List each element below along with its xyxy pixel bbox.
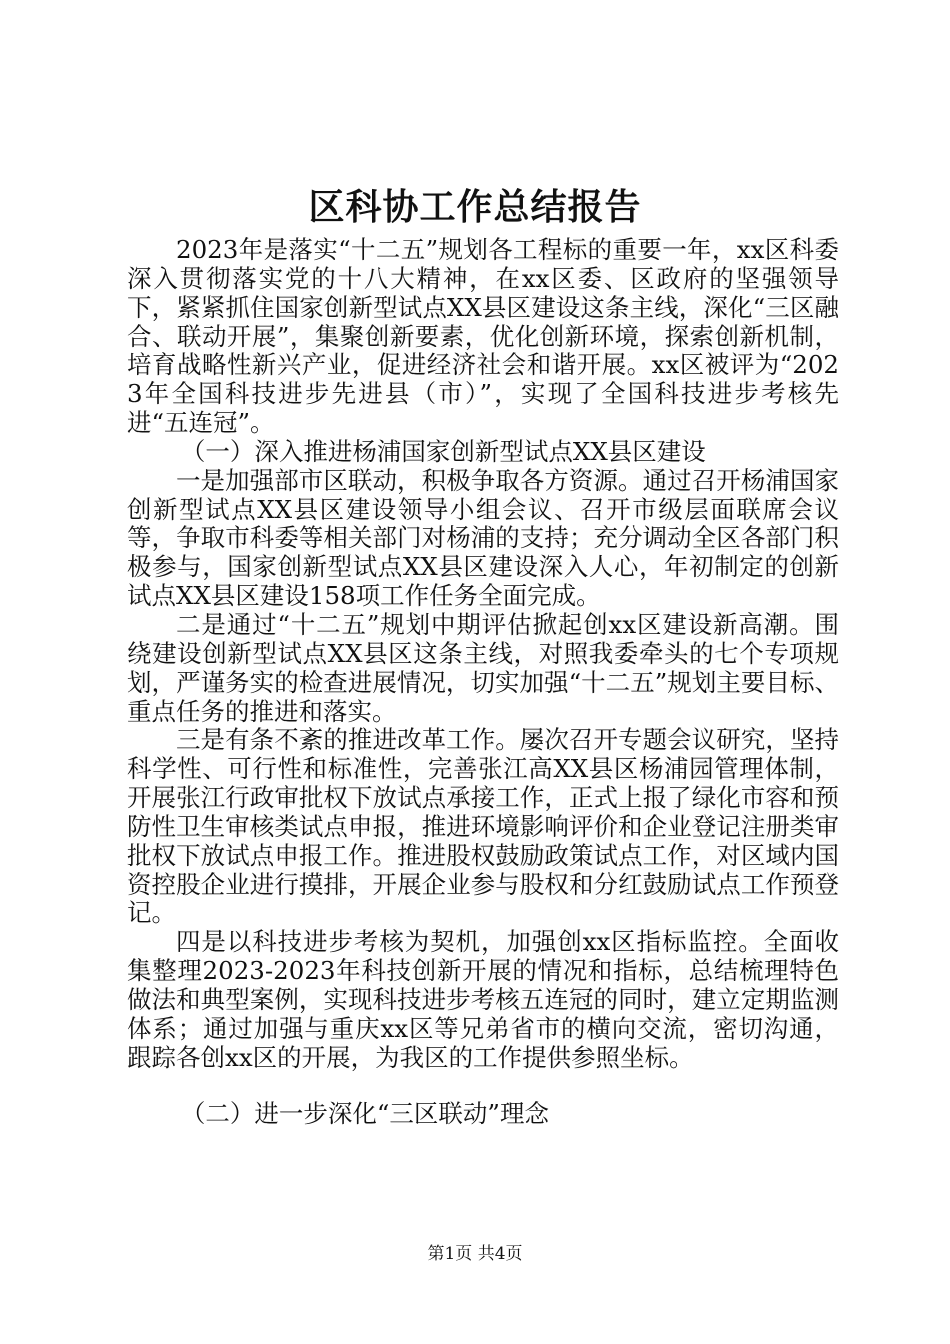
paragraph-item-four: 四是以科技进步考核为契机，加强创xx区指标监控。全面收集整理2023-2023年科技创新开展的情况和指标，总结梳理特色做法和典型案例，实现科技进步考核五连冠的同时，建立定期监测体系；通过加强与重庆xx区等兄弟省市的横向交流，密切沟通，跟踪各创xx区的开展，为我区的工作提供参照坐标。 <box>127 927 839 1072</box>
document-body <box>127 236 839 1129</box>
paragraph-item-two: 二是通过“十二五”规划中期评估掀起创xx区建设新高潮。围绕建设创新型试点XX县区这条主线，对照我委牵头的七个专项规划，严谨务实的检查进展情况，切实加强“十二五”规划主要目标、重点任务的推进和落实。 <box>127 609 839 726</box>
page-footer: 第1页 共4页 <box>427 1244 523 1264</box>
paragraph-item-three: 三是有条不紊的推进改革工作。屡次召开专题会议研究，坚持科学性、可行性和标准性，完善张江高XX县区杨浦园管理体制，开展张江行政审批权下放试点承接工作，正式上报了绿化市容和预防性卫生审核类试点申报，推进环境影响评价和企业登记注册类审批权下放试点申报工作。推进股权鼓励政策试点工作，对区域内国资控股企业进行摸排，开展企业参与股权和分红鼓励试点工作预登记。 <box>127 725 839 928</box>
section-heading-one: （一）深入推进杨浦国家创新型试点XX县区建设 <box>180 436 706 466</box>
section-heading-two: （二）进一步深化“三区联动”理念 <box>180 1099 549 1129</box>
document-title: 区科协工作总结报告 <box>308 186 642 228</box>
paragraph-item-one: 一是加强部市区联动，积极争取各方资源。通过召开杨浦国家创新型试点XX县区建设领导小组会议、召开市级层面联席会议等，争取市科委等相关部门对杨浦的支持；充分调动全区各部门积极参与，国家创新型试点XX县区建设深入人心，年初制定的创新试点XX县区建设158项工作任务全面完成。 <box>127 465 839 611</box>
intro-paragraph: 2023年是落实“十二五”规划各工程标的重要一年，xx区科委深入贯彻落实党的十八大精神，在xx区委、区政府的坚强领导下，紧紧抓住国家创新型试点XX县区建设这条主线，深化“三区融合、联动开展”，集聚创新要素，优化创新环境，探索创新机制，培育战略性新兴产业，促进经济社会和谐开展。xx区被评为“2023年全国科技进步先进县（市）”，实现了全国科技进步考核先进“五连冠”。 <box>127 235 839 438</box>
